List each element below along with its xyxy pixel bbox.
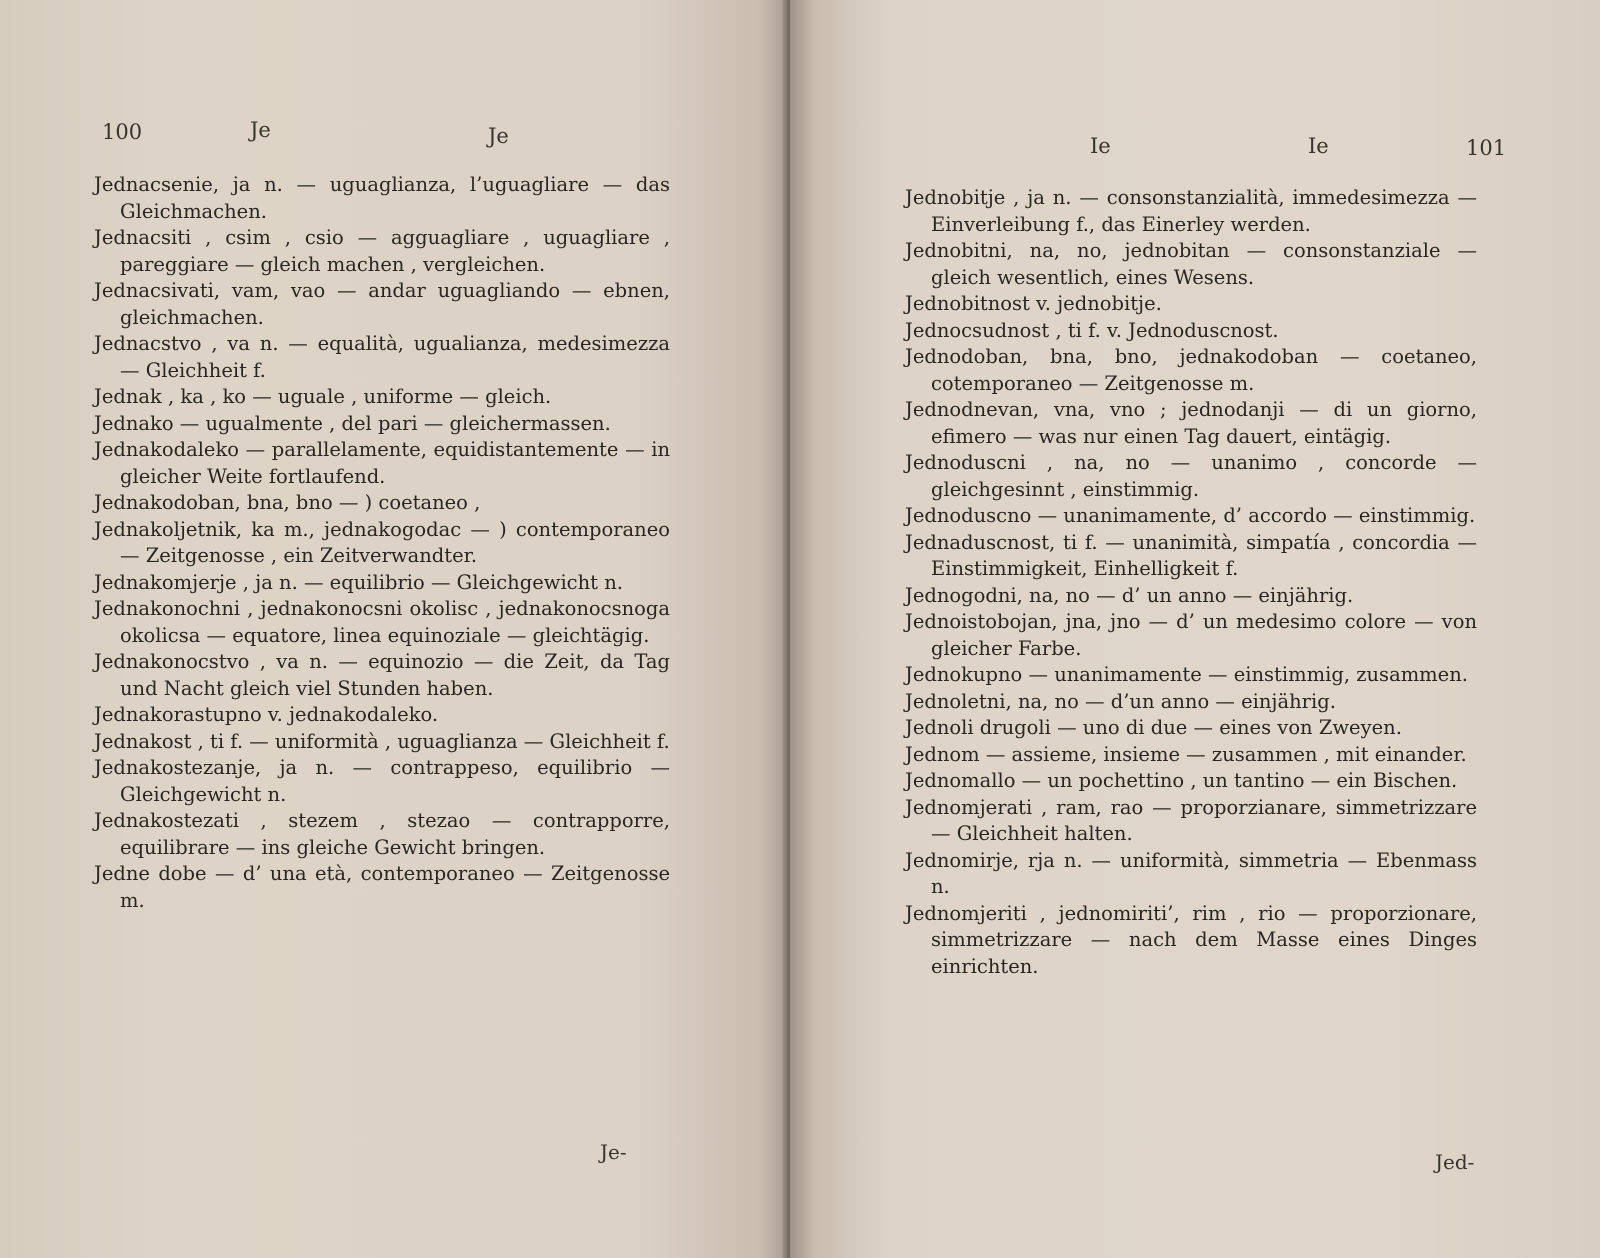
dictionary-entry: Jednom — assieme, insieme — zusammen , mit einander. bbox=[905, 742, 1467, 766]
dictionary-entry: Jednakorastupno v. jednakodaleko. bbox=[94, 703, 439, 726]
dictionary-entry: Jednakostezanje, ja n. — contrappeso, equilibrio — Gleichgewicht n. bbox=[94, 756, 670, 806]
dictionary-entry: Jednoistobojan, jna, jno — d’ un medesimo colore — von gleicher Farbe. bbox=[905, 610, 1477, 660]
catchword-left: Je- bbox=[600, 1140, 627, 1164]
running-head-right-2: Ie bbox=[1308, 134, 1329, 158]
dictionary-entry: Jednodnevan, vna, vno ; jednodanji — di un giorno, efimero — was nur einen Tag dauert, eintägig. bbox=[905, 398, 1477, 448]
right-entries bbox=[905, 185, 1477, 980]
dictionary-entry: Jednakomjerje , ja n. — equilibrio — Gleichgewicht n. bbox=[94, 570, 623, 594]
dictionary-entry: Jednogodni, na, no — d’ un anno — einjährig. bbox=[905, 583, 1354, 607]
dictionary-entry: Jednakonocstvo , va n. — equinozio — die Zeit, da Tag und Nacht gleich viel Stunden haben. bbox=[94, 650, 670, 700]
running-head-right-1: Ie bbox=[1090, 134, 1111, 158]
dictionary-entry: Jednoduscno — unanimamente, d’ accordo — einstimmig. bbox=[905, 504, 1476, 527]
dictionary-entry: Jednokupno — unanimamente — einstimmig, zusammen. bbox=[905, 663, 1468, 686]
dictionary-entry: Jednocsudnost , ti f. v. Jednoduscnost. bbox=[905, 318, 1279, 342]
dictionary-entry: Jednomjeriti , jednomiriti’, rim , rio — proporzionare, simmetrizzare — nach dem Masse eines Dinges einrichten. bbox=[905, 901, 1477, 978]
page-number-left: 100 bbox=[102, 120, 143, 144]
catchword-right: Jed- bbox=[1435, 1150, 1475, 1174]
dictionary-entry: Jednacsiti , csim , csio — agguagliare , uguagliare , pareggiare — gleich machen , vergleichen. bbox=[94, 226, 670, 276]
dictionary-entry: Jednakostezati , stezem , stezao — contrapporre, equilibrare — ins gleiche Gewicht bringen. bbox=[94, 809, 670, 859]
dictionary-entry: Jednomirje, rja n. — uniformità, simmetria — Ebenmass n. bbox=[905, 848, 1477, 898]
dictionary-entry: Jednacsivati, vam, vao — andar uguagliando — ebnen, gleichmachen. bbox=[94, 279, 670, 329]
dictionary-entry: Jednakodoban, bna, bno — ) coetaneo , bbox=[94, 491, 481, 514]
dictionary-entry: Jednoletni, na, no — d’un anno — einjährig. bbox=[905, 689, 1336, 713]
left-page bbox=[0, 0, 790, 1258]
running-head-left-1: Je bbox=[250, 118, 271, 142]
dictionary-entry: Jednodoban, bna, bno, jednakodoban — coetaneo, cotemporaneo — Zeitgenosse m. bbox=[905, 345, 1477, 395]
dictionary-entry: Jednakost , ti f. — uniformità , uguaglianza — Gleichheit f. bbox=[94, 729, 670, 753]
dictionary-entry: Jednaduscnost, ti f. — unanimità, simpatía , concordia — Einstimmigkeit, Einhelligkeit f. bbox=[905, 530, 1477, 580]
dictionary-entry: Jednomjerati , ram, rao — proporzianare, simmetrizzare — Gleichheit halten. bbox=[905, 795, 1477, 845]
page-number-right: 101 bbox=[1466, 136, 1507, 160]
dictionary-entry: Jednacsenie, ja n. — uguaglianza, l’uguagliare — das Gleichmachen. bbox=[94, 173, 670, 223]
dictionary-entry: Jednobitni, na, no, jednobitan — consonstanziale — gleich wesentlich, eines Wesens. bbox=[905, 239, 1477, 289]
dictionary-entry: Jednak , ka , ko — uguale , uniforme — gleich. bbox=[94, 385, 552, 408]
right-page bbox=[790, 0, 1600, 1258]
dictionary-entry: Jednobitnost v. jednobitje. bbox=[905, 292, 1162, 315]
dictionary-entry: Jednakonochni , jednakonocsni okolisc , jednakonocsnoga okolicsa — equatore, linea equinoziale — gleichtägig. bbox=[94, 597, 670, 647]
dictionary-entry: Jednako — ugualmente , del pari — gleichermassen. bbox=[94, 411, 611, 435]
dictionary-entry: Jednomallo — un pochettino , un tantino — ein Bischen. bbox=[905, 769, 1458, 792]
dictionary-entry: Jedne dobe — d’ una età, contemporaneo — Zeitgenosse m. bbox=[94, 862, 670, 912]
dictionary-entry: Jednakodaleko — parallelamente, equidistantemente — in gleicher Weite fortlaufend. bbox=[94, 438, 670, 488]
left-entries bbox=[94, 172, 670, 914]
dictionary-entry: Jednakoljetnik, ka m., jednakogodac — ) contemporaneo — Zeitgenosse , ein Zeitverwandter. bbox=[94, 517, 670, 567]
dictionary-entry: Jednobitje , ja n. — consonstanzialità, immedesimezza — Einverleibung f., das Einerley werden. bbox=[905, 186, 1477, 236]
dictionary-entry: Jednoduscni , na, no — unanimo , concorde — gleichgesinnt , einstimmig. bbox=[905, 451, 1477, 501]
dictionary-entry: Jednoli drugoli — uno di due — eines von Zweyen. bbox=[905, 716, 1402, 739]
running-head-left-2: Je bbox=[488, 124, 509, 148]
dictionary-entry: Jednacstvo , va n. — equalità, ugualianza, medesimezza — Gleichheit f. bbox=[94, 332, 670, 382]
